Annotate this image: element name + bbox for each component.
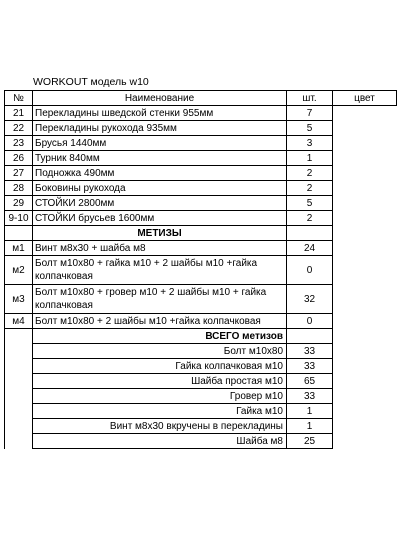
part-color xyxy=(333,151,397,166)
part-color xyxy=(333,121,397,136)
part-num: 27 xyxy=(5,166,33,181)
part-num: 22 xyxy=(5,121,33,136)
hardware-qty: 32 xyxy=(287,285,333,314)
header-qty: шт. xyxy=(287,91,333,106)
part-qty: 1 xyxy=(287,151,333,166)
totals-qty: 25 xyxy=(287,434,333,449)
part-qty: 7 xyxy=(287,106,333,121)
totals-color xyxy=(333,344,397,359)
hardware-row xyxy=(5,256,397,285)
part-color xyxy=(333,181,397,196)
totals-row xyxy=(5,359,397,374)
hardware-name: Винт м8х30 + шайба м8 xyxy=(33,241,287,256)
hardware-name: Болт м10х80 + 2 шайбы м10 +гайка колпачковая xyxy=(33,314,287,329)
totals-row xyxy=(5,419,397,434)
totals-spacer xyxy=(5,389,33,404)
hardware-row xyxy=(5,314,397,329)
part-row xyxy=(5,106,397,121)
totals-name: Болт м10х80 xyxy=(33,344,287,359)
part-name: Перекладины рукохода 935мм xyxy=(33,121,287,136)
part-name: Перекладины шведской стенки 955мм xyxy=(33,106,287,121)
totals-row xyxy=(5,404,397,419)
hardware-heading-qty xyxy=(287,226,333,241)
totals-color xyxy=(333,419,397,434)
hardware-name: Болт м10х80 + гайка м10 + 2 шайбы м10 +гайка колпачковая xyxy=(33,256,287,285)
part-qty: 5 xyxy=(287,121,333,136)
totals-color xyxy=(333,359,397,374)
part-num: 28 xyxy=(5,181,33,196)
totals-name: Шайба простая м10 xyxy=(33,374,287,389)
part-name: Турник 840мм xyxy=(33,151,287,166)
hardware-heading-row xyxy=(5,226,397,241)
totals-heading-qty xyxy=(287,329,333,344)
totals-heading-row xyxy=(5,329,397,344)
part-color xyxy=(333,211,397,226)
totals-row xyxy=(5,374,397,389)
totals-row xyxy=(5,344,397,359)
hardware-color xyxy=(333,285,397,314)
part-name: Брусья 1440мм xyxy=(33,136,287,151)
totals-name: Винт м8х30 вкручены в перекладины xyxy=(33,419,287,434)
header-num: № xyxy=(5,91,33,106)
hardware-num: м3 xyxy=(5,285,33,314)
hardware-num: м4 xyxy=(5,314,33,329)
hardware-num: м1 xyxy=(5,241,33,256)
header-name: Наименование xyxy=(33,91,287,106)
totals-name: Гайка м10 xyxy=(33,404,287,419)
part-num: 21 xyxy=(5,106,33,121)
part-row xyxy=(5,166,397,181)
totals-qty: 33 xyxy=(287,344,333,359)
part-row xyxy=(5,196,397,211)
totals-qty: 65 xyxy=(287,374,333,389)
part-name: СТОЙКИ 2800мм xyxy=(33,196,287,211)
part-row xyxy=(5,151,397,166)
part-color xyxy=(333,196,397,211)
hardware-qty: 0 xyxy=(287,314,333,329)
totals-name: Гайка колпачковая м10 xyxy=(33,359,287,374)
hardware-name: Болт м10х80 + гровер м10 + 2 шайбы м10 + гайка колпачковая xyxy=(33,285,287,314)
header-color: цвет xyxy=(333,91,397,106)
totals-heading: ВСЕГО метизов xyxy=(33,329,287,344)
part-color xyxy=(333,166,397,181)
hardware-color xyxy=(333,256,397,285)
part-row xyxy=(5,136,397,151)
totals-heading-spacer xyxy=(5,329,33,344)
totals-row xyxy=(5,389,397,404)
hardware-num: м2 xyxy=(5,256,33,285)
totals-spacer xyxy=(5,359,33,374)
totals-color xyxy=(333,404,397,419)
part-qty: 2 xyxy=(287,166,333,181)
totals-color xyxy=(333,434,397,449)
parts-table xyxy=(4,90,397,449)
totals-spacer xyxy=(5,374,33,389)
totals-name: Гровер м10 xyxy=(33,389,287,404)
totals-qty: 33 xyxy=(287,359,333,374)
hardware-heading-spacer xyxy=(5,226,33,241)
hardware-color xyxy=(333,314,397,329)
part-name: Подножка 490мм xyxy=(33,166,287,181)
document-title: WORKOUT модель w10 xyxy=(33,76,149,88)
hardware-row xyxy=(5,241,397,256)
part-num: 29 xyxy=(5,196,33,211)
totals-row xyxy=(5,434,397,449)
hardware-heading: МЕТИЗЫ xyxy=(33,226,287,241)
part-qty: 2 xyxy=(287,181,333,196)
totals-color xyxy=(333,389,397,404)
part-qty: 3 xyxy=(287,136,333,151)
part-color xyxy=(333,106,397,121)
totals-heading-color xyxy=(333,329,397,344)
hardware-qty: 0 xyxy=(287,256,333,285)
totals-spacer xyxy=(5,404,33,419)
part-row xyxy=(5,121,397,136)
part-qty: 5 xyxy=(287,196,333,211)
part-color xyxy=(333,136,397,151)
part-row xyxy=(5,181,397,196)
totals-name: Шайба м8 xyxy=(33,434,287,449)
part-num: 9-10 xyxy=(5,211,33,226)
parts-table-body xyxy=(5,91,397,449)
totals-qty: 33 xyxy=(287,389,333,404)
hardware-qty: 24 xyxy=(287,241,333,256)
totals-qty: 1 xyxy=(287,404,333,419)
part-num: 23 xyxy=(5,136,33,151)
totals-qty: 1 xyxy=(287,419,333,434)
part-name: Боковины рукохода xyxy=(33,181,287,196)
part-name: СТОЙКИ брусьев 1600мм xyxy=(33,211,287,226)
totals-spacer xyxy=(5,344,33,359)
part-num: 26 xyxy=(5,151,33,166)
hardware-color xyxy=(333,241,397,256)
part-row xyxy=(5,211,397,226)
totals-spacer xyxy=(5,434,33,449)
part-qty: 2 xyxy=(287,211,333,226)
header-row xyxy=(5,91,397,106)
totals-spacer xyxy=(5,419,33,434)
totals-color xyxy=(333,374,397,389)
hardware-row xyxy=(5,285,397,314)
hardware-heading-color xyxy=(333,226,397,241)
